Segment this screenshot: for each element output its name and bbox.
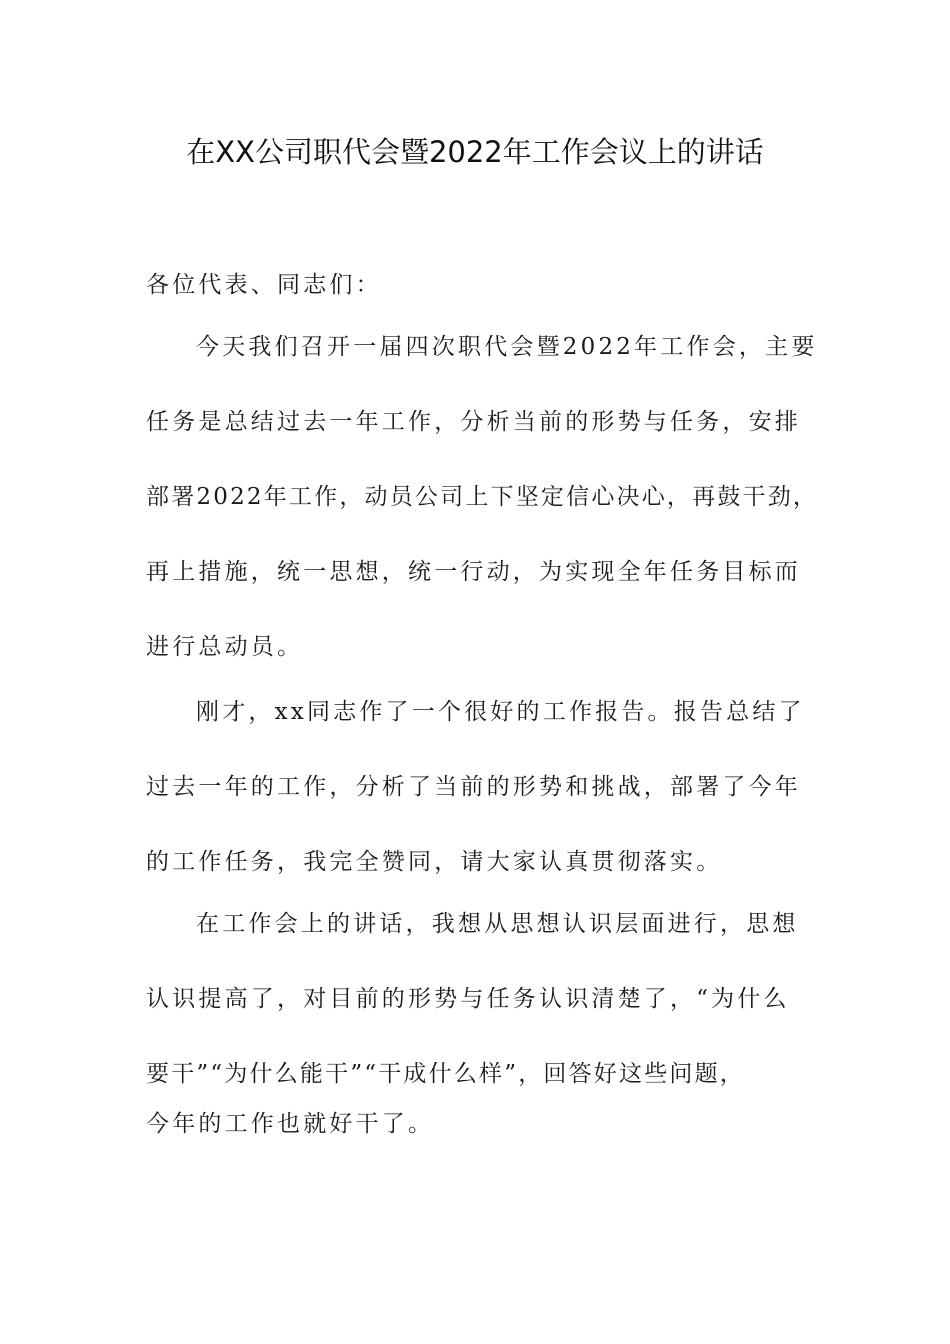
paragraph-line: 刚才，xx同志作了一个很好的工作报告。报告总结了 <box>196 699 805 725</box>
paragraph-line: 再上措施，统一思想，统一行动，为实现全年任务目标而 <box>146 559 801 585</box>
paragraph-line: 今年的工作也就好干了。 <box>146 1111 435 1137</box>
paragraph-line: 任务是总结过去一年工作，分析当前的形势与任务，安排 <box>146 409 801 435</box>
paragraph-line: 认识提高了，对目前的形势与任务认识清楚了，“为什么 <box>146 986 790 1012</box>
paragraph-line: 的工作任务，我完全赞同，请大家认真贯彻落实。 <box>146 849 723 875</box>
paragraph-line: 部署2022年工作，动员公司上下坚定信心决心，再鼓干劲， <box>146 484 819 510</box>
salutation: 各位代表、同志们： <box>146 272 382 298</box>
paragraph-line: 今天我们召开一届四次职代会暨2022年工作会，主要 <box>196 334 818 360</box>
paragraph-line: 过去一年的工作，分析了当前的形势和挑战，部署了今年 <box>146 774 801 800</box>
paragraph-line: 在工作会上的讲话，我想从思想认识层面进行，思想 <box>196 911 799 937</box>
document-title: 在XX公司职代会暨2022年工作会议上的讲话 <box>186 135 764 169</box>
paragraph-line: 进行总动员。 <box>146 634 304 660</box>
paragraph-line: 要干”“为什么能干”“干成什么样”，回答好这些问题， <box>146 1061 745 1087</box>
